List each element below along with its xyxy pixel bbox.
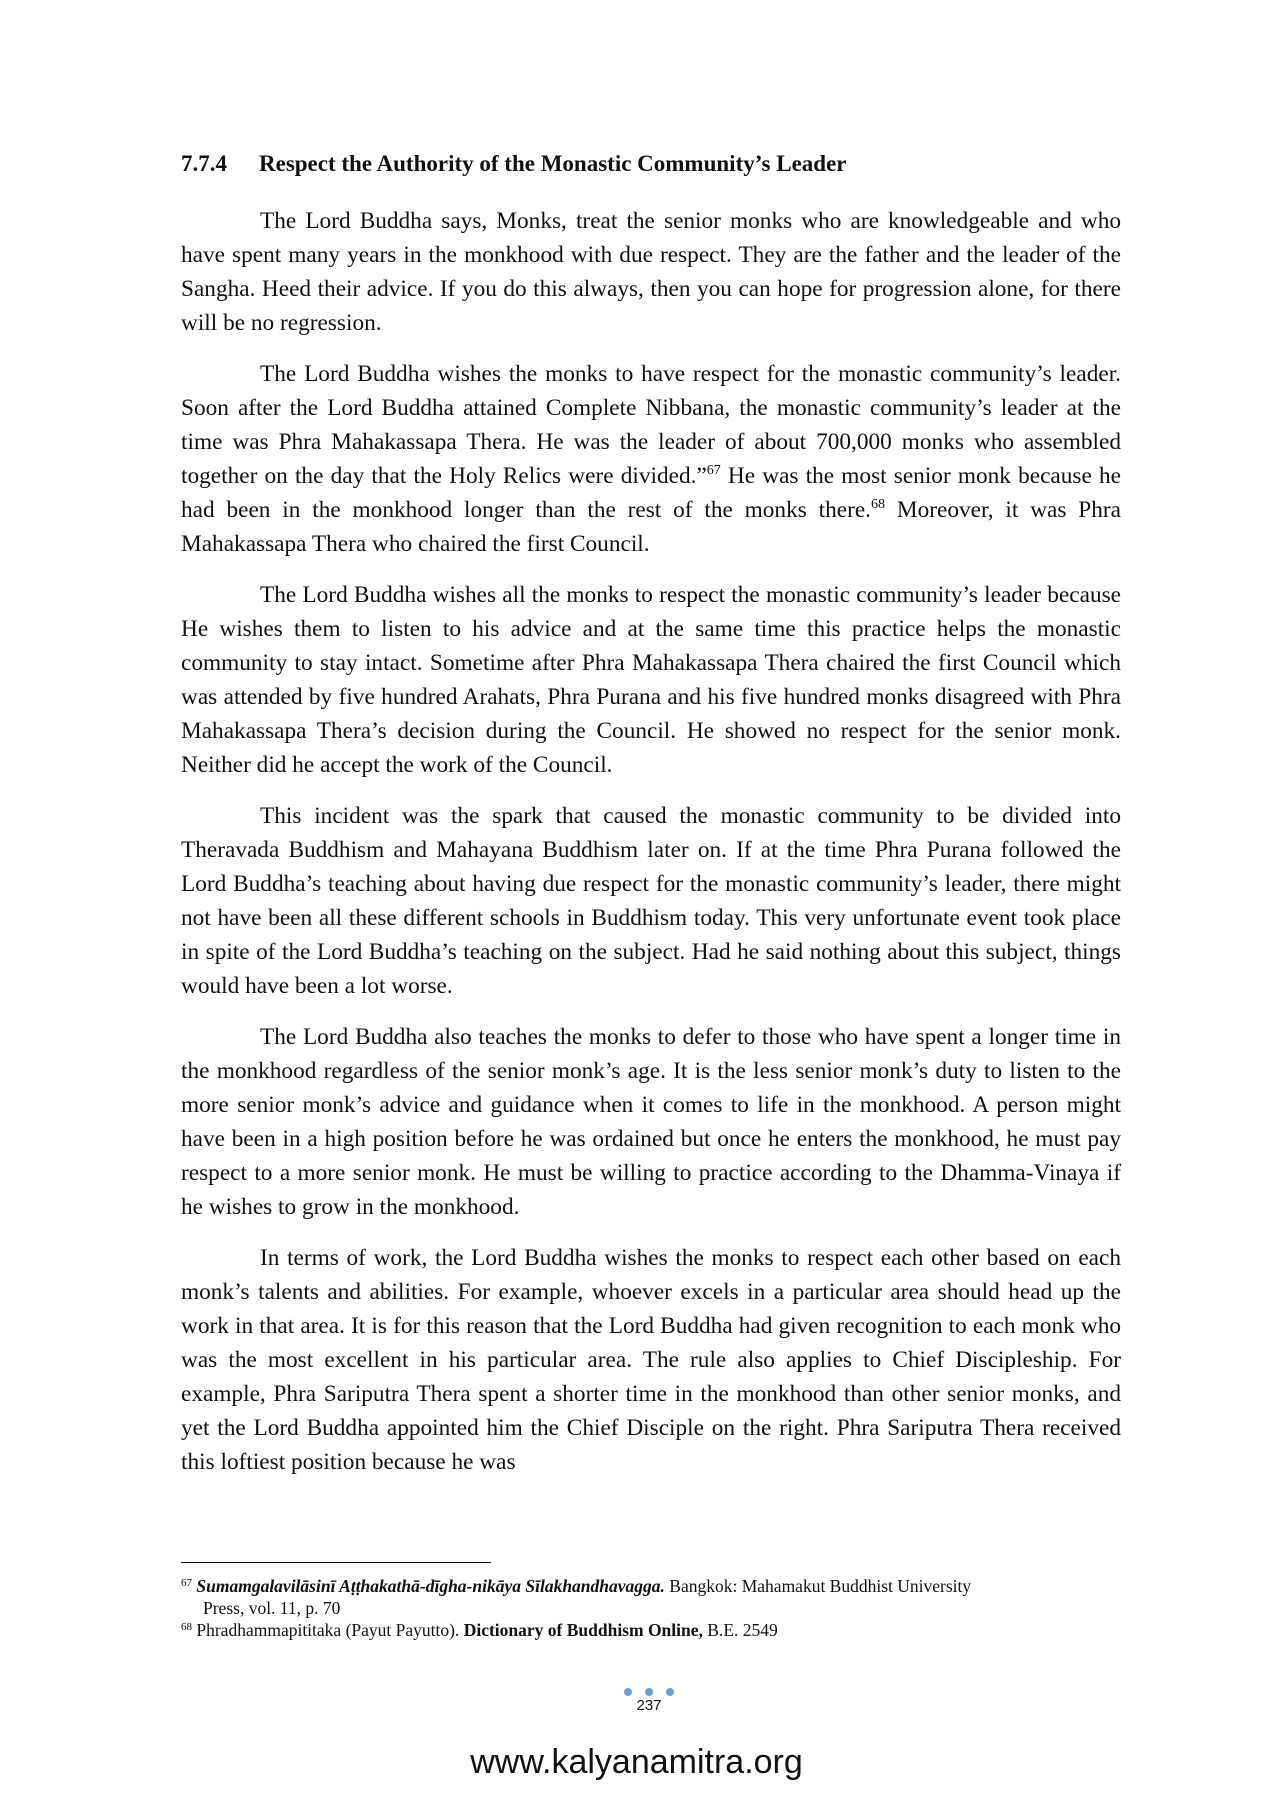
footnote-text: Bangkok: Mahamakut Buddhist University <box>664 1576 972 1596</box>
section-title: Respect the Authority of the Monastic Community’s Leader <box>259 151 847 176</box>
footnote-68 <box>181 1619 1121 1641</box>
footnote-text: B.E. 2549 <box>702 1620 778 1640</box>
paragraph-2-part-1: The Lord Buddha wishes the monks to have respect for the monastic community’s leader. Soon after the Lord Buddha attained Complete Nibbana, the monastic community’s leader at the time was Phra Mahakassapa Thera. He was the leader of about 700,000 monks who assembled together on the day that the Holy Relics were divided.” <box>181 361 1121 489</box>
section-heading <box>181 151 1121 177</box>
ornament-dot <box>624 1688 632 1696</box>
footnote-continuation: Press, vol. 11, p. 70 <box>203 1598 341 1618</box>
footnote-67 <box>181 1575 1121 1619</box>
paragraph-2 <box>181 357 1121 561</box>
paragraph-2-part-2: He was the most senior monk because he had been in the monkhood longer than the rest of the monks there. <box>181 463 1121 523</box>
ornament-dot <box>645 1688 653 1696</box>
section-number: 7.7.4 <box>181 151 227 176</box>
paragraph-6: In terms of work, the Lord Buddha wishes the monks to respect each other based on each monk’s talents and abilities. For example, whoever excels in a particular area should head up the work in that area. It is for this reason that the Lord Buddha had given recognition to each monk who was the most excellent in his particular area. The rule also applies to Chief Discipleship. For example, Phra Sariputra Thera spent a shorter time in the monkhood than other senior monks, and yet the Lord Buddha appointed him the Chief Disciple on the right. Phra Sariputra Thera received this loftiest position because he was <box>181 1245 1121 1475</box>
page-number: 237 <box>636 1697 662 1714</box>
paragraph-5: The Lord Buddha also teaches the monks to defer to those who have spent a longer time in the monkhood regardless of the senior monk’s age. It is the less senior monk’s duty to listen to the more senior monk’s advice and guidance when it comes to life in the monkhood. A person might have been in a high position before he was ordained but once he enters the monkhood, he must pay respect to a more senior monk. He must be willing to practice according to the Dhamma-Vinaya if he wishes to grow in the monkhood. <box>181 1024 1121 1220</box>
paragraph-1: The Lord Buddha says, Monks, treat the senior monks who are knowledgeable and who have spent many years in the monkhood with due respect. They are the father and the leader of the Sangha. Heed their advice. If you do this always, then you can hope for progression alone, for there will be no regression. <box>181 208 1121 336</box>
footnote-source-title: Dictionary of Buddhism Online, <box>463 1620 703 1640</box>
footnote-marker: 67 <box>181 1577 192 1589</box>
footnote-ref-68[interactable]: 68 <box>871 497 886 512</box>
paragraph-4: This incident was the spark that caused the monastic community to be divided into Theravada Buddhism and Mahayana Buddhism later on. If at the time Phra Purana followed the Lord Buddha’s teaching about having due respect for the monastic community’s leader, there might not have been all these different schools in Buddhism today. This very unfortunate event took place in spite of the Lord Buddha’s teaching on the subject. Had he said nothing about this subject, things would have been a lot worse. <box>181 803 1121 999</box>
footnote-separator <box>181 1562 491 1563</box>
footnote-marker: 68 <box>181 1621 192 1633</box>
footnote-author: Phradhammapititaka (Payut Payutto). <box>192 1620 464 1640</box>
ornament-dot <box>666 1688 674 1696</box>
footnote-source-title: Sumamgalavilāsinī Aṭṭhakathā-dīgha-nikāya Sīlakhandhavagga. <box>196 1576 665 1596</box>
paragraph-3: The Lord Buddha wishes all the monks to respect the monastic community’s leader because He wishes them to listen to his advice and at the same time this practice helps the monastic community to stay intact. Sometime after Phra Mahakassapa Thera chaired the first Council which was attended by five hundred Arahats, Phra Purana and his five hundred monks disagreed with Phra Mahakassapa Thera’s decision during the Council. He showed no respect for the senior monk. Neither did he accept the work of the Council. <box>181 582 1121 778</box>
paragraph-2-part-3: Moreover, it was Phra Mahakassapa Thera who chaired the first Council. <box>181 497 1121 557</box>
footnote-ref-67[interactable]: 67 <box>706 463 721 478</box>
website-footer: www.kalyanamitra.org <box>470 1743 803 1781</box>
footnotes <box>181 1575 1121 1641</box>
body-text <box>181 204 1121 1496</box>
